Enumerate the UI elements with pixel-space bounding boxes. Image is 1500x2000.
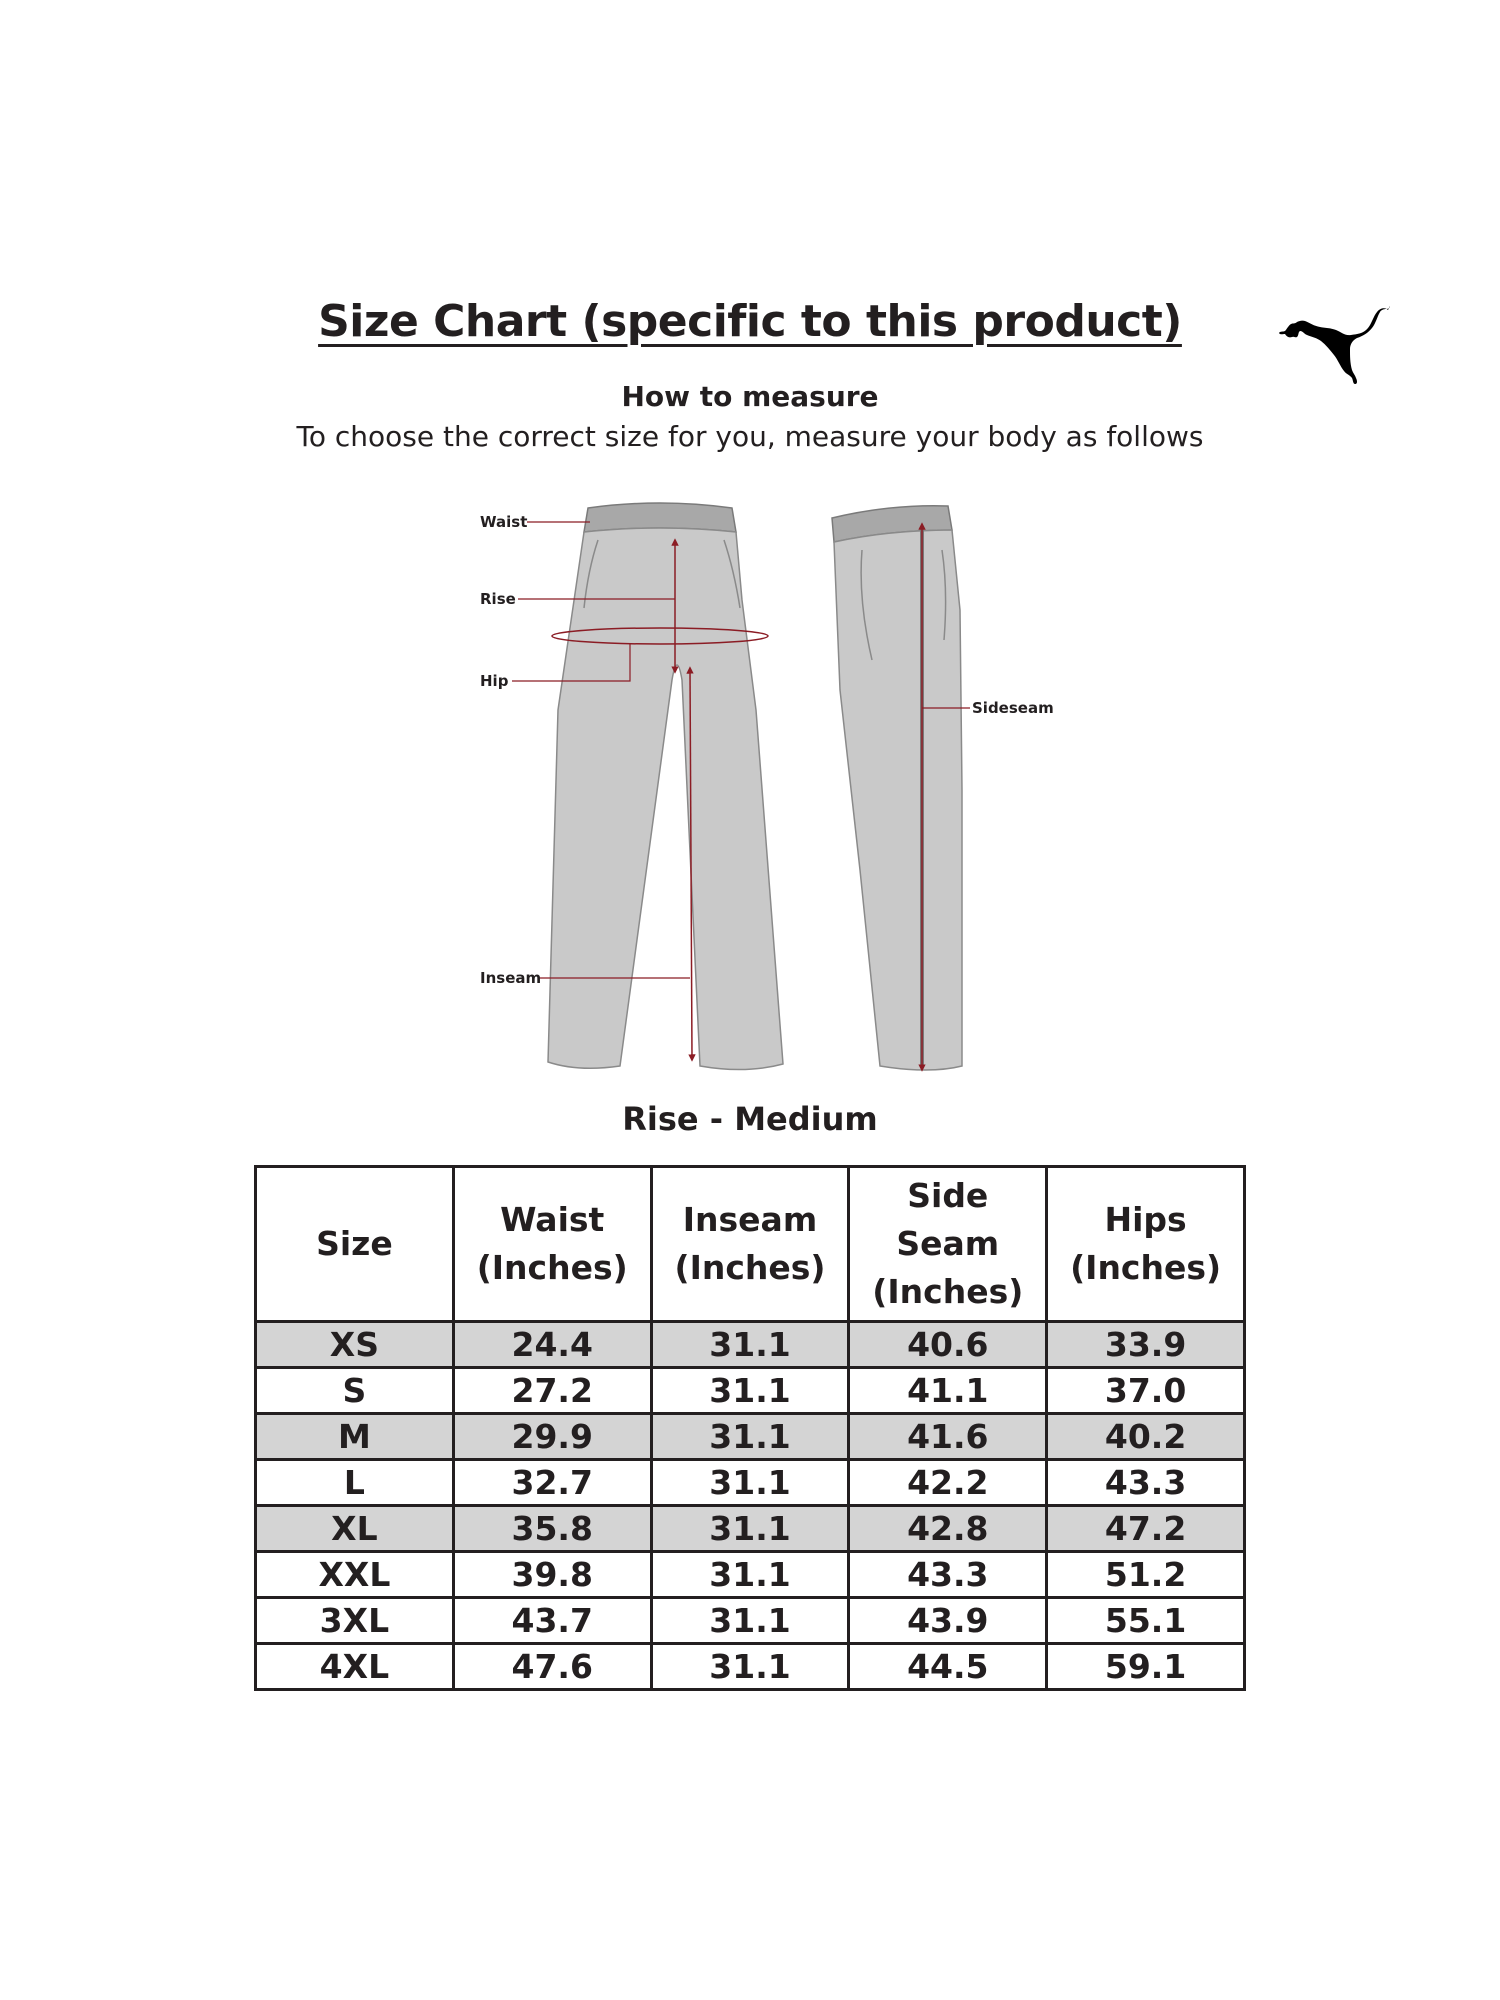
cell-hips: 43.3 <box>1047 1460 1245 1506</box>
sideseam-label: Sideseam <box>972 699 1054 717</box>
column-header-inseam <box>651 1167 849 1322</box>
column-header-hips <box>1047 1167 1245 1322</box>
cell-waist: 29.9 <box>453 1414 651 1460</box>
column-header-text: (Inches) <box>872 1272 1024 1311</box>
table-row <box>256 1644 1245 1690</box>
cell-size: L <box>256 1460 454 1506</box>
cell-inseam: 31.1 <box>651 1414 849 1460</box>
cell-side-seam: 44.5 <box>849 1644 1047 1690</box>
cell-side-seam: 40.6 <box>849 1322 1047 1368</box>
column-header-size <box>256 1167 454 1322</box>
cell-waist: 24.4 <box>453 1322 651 1368</box>
column-header-waist <box>453 1167 651 1322</box>
cell-hips: 59.1 <box>1047 1644 1245 1690</box>
cell-hips: 40.2 <box>1047 1414 1245 1460</box>
cell-hips: 51.2 <box>1047 1552 1245 1598</box>
size-chart-table <box>254 1165 1246 1691</box>
column-header-text: Hips <box>1104 1200 1187 1239</box>
measure-instruction: To choose the correct size for you, measure your body as follows <box>296 420 1204 453</box>
cell-inseam: 31.1 <box>651 1322 849 1368</box>
cell-hips: 33.9 <box>1047 1322 1245 1368</box>
cell-waist: 39.8 <box>453 1552 651 1598</box>
cell-size: 3XL <box>256 1598 454 1644</box>
table-header-row <box>256 1167 1245 1322</box>
cell-side-seam: 42.2 <box>849 1460 1047 1506</box>
column-header-text: (Inches) <box>674 1248 826 1287</box>
hip-label: Hip <box>480 672 509 690</box>
cell-waist: 43.7 <box>453 1598 651 1644</box>
cell-side-seam: 41.1 <box>849 1368 1047 1414</box>
cell-size: M <box>256 1414 454 1460</box>
inseam-label: Inseam <box>480 969 542 987</box>
cell-waist: 27.2 <box>453 1368 651 1414</box>
cell-inseam: 31.1 <box>651 1368 849 1414</box>
column-header-text: (Inches) <box>476 1248 628 1287</box>
table-row <box>256 1368 1245 1414</box>
cell-hips: 37.0 <box>1047 1368 1245 1414</box>
table-row <box>256 1322 1245 1368</box>
column-header-text: Inseam <box>682 1200 818 1239</box>
cell-inseam: 31.1 <box>651 1552 849 1598</box>
table-row <box>256 1506 1245 1552</box>
rise-label: Rise <box>480 590 516 608</box>
column-header-text: (Inches) <box>1070 1248 1222 1287</box>
table-row <box>256 1598 1245 1644</box>
cell-hips: 55.1 <box>1047 1598 1245 1644</box>
page-title-text: Size Chart (specific to this product) <box>318 296 1182 347</box>
cell-waist: 35.8 <box>453 1506 651 1552</box>
cell-waist: 47.6 <box>453 1644 651 1690</box>
cell-size: XL <box>256 1506 454 1552</box>
rise-type-label: Rise - Medium <box>622 1100 878 1138</box>
column-header-text: Waist <box>500 1200 605 1239</box>
cell-inseam: 31.1 <box>651 1644 849 1690</box>
cell-size: 4XL <box>256 1644 454 1690</box>
column-header-text: Seam <box>896 1224 1000 1263</box>
table-row <box>256 1552 1245 1598</box>
measurement-diagram <box>460 490 1080 1090</box>
cell-hips: 47.2 <box>1047 1506 1245 1552</box>
waist-label: Waist <box>480 513 528 531</box>
cell-inseam: 31.1 <box>651 1460 849 1506</box>
cell-waist: 32.7 <box>453 1460 651 1506</box>
cell-side-seam: 43.9 <box>849 1598 1047 1644</box>
cell-size: XXL <box>256 1552 454 1598</box>
side-pants-illustration <box>832 506 962 1070</box>
cell-size: XS <box>256 1322 454 1368</box>
column-header-text: Size <box>316 1224 393 1263</box>
cell-inseam: 31.1 <box>651 1506 849 1552</box>
cell-inseam: 31.1 <box>651 1598 849 1644</box>
column-header-side-seam <box>849 1167 1047 1322</box>
column-header-text: Side <box>907 1176 989 1215</box>
cell-side-seam: 42.8 <box>849 1506 1047 1552</box>
how-to-measure-heading: How to measure <box>621 380 879 413</box>
front-pants-illustration <box>548 503 783 1070</box>
table-row <box>256 1414 1245 1460</box>
cell-side-seam: 41.6 <box>849 1414 1047 1460</box>
size-chart-body <box>256 1322 1245 1690</box>
cell-side-seam: 43.3 <box>849 1552 1047 1598</box>
cell-size: S <box>256 1368 454 1414</box>
table-row <box>256 1460 1245 1506</box>
